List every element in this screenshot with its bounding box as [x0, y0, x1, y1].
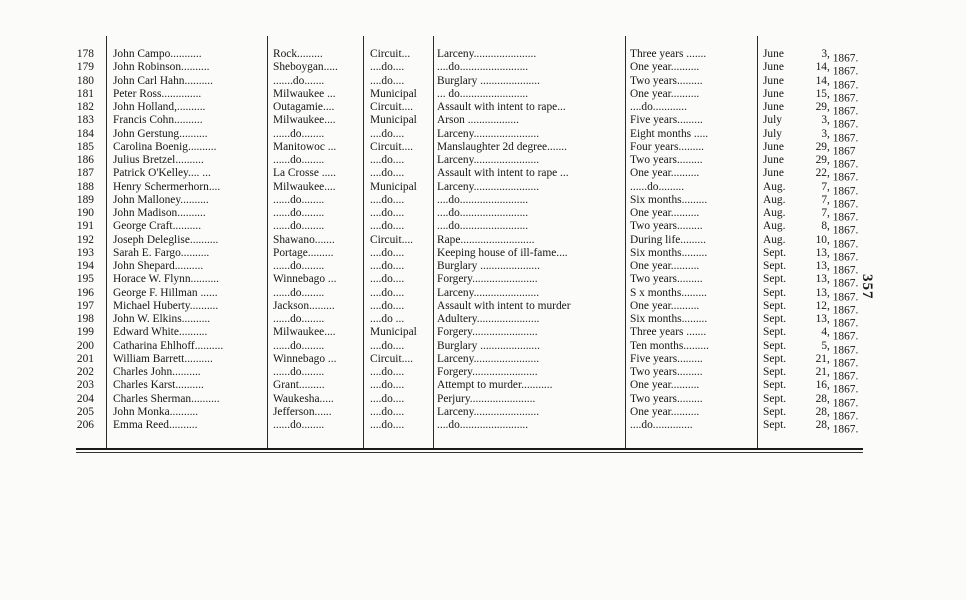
court: ....do.... [370, 286, 405, 299]
date-month: Sept. [763, 273, 787, 286]
row-number: 206 [76, 419, 94, 431]
county: Waukesha..... [273, 392, 334, 405]
court: Circuit... [370, 48, 411, 60]
date-day: 7, [821, 207, 830, 219]
convict-name: John Malloney.......... [113, 193, 209, 206]
table-row [68, 74, 863, 91]
crime: Assault with intent to murder [437, 299, 571, 312]
crime: Larceny....................... [437, 405, 540, 418]
table-row [68, 140, 863, 157]
date-day: 13, [815, 246, 830, 259]
court: ....do.... [370, 167, 405, 180]
date-day: 13, [815, 286, 830, 299]
row-number: 180 [76, 74, 94, 87]
court: ....do.... [370, 220, 405, 233]
crime: Forgery....................... [437, 273, 538, 286]
table-row [68, 326, 863, 343]
date-day: 29, [815, 101, 830, 113]
sentence-term: Two years......... [630, 366, 703, 378]
row-number: 189 [76, 193, 94, 206]
crime: Larceny....................... [437, 352, 540, 365]
convict-name: Patrick O'Kelley.... ... [113, 167, 211, 180]
sentence-term: Five years......... [630, 352, 703, 365]
row-number: 202 [76, 366, 94, 378]
date-month: June [763, 167, 784, 180]
convict-name: Horace W. Flynn.......... [113, 273, 219, 286]
date-year: 1867. [832, 184, 859, 197]
sentence-term: One year.......... [630, 167, 700, 180]
county: ......do........ [273, 339, 325, 352]
crime: Burglary ..................... [437, 74, 540, 87]
date-year: 1867. [832, 158, 859, 171]
court: ....do.... [370, 339, 405, 352]
sentence-term: One year.......... [630, 405, 700, 418]
date-month: Aug. [763, 193, 786, 206]
crime: ....do........................ [437, 419, 529, 431]
date-month: Sept. [763, 405, 787, 418]
row-number: 187 [76, 167, 94, 180]
sentence-term: Four years......... [630, 140, 705, 153]
sentence-term: One year.......... [630, 87, 700, 100]
sentence-term: Five years......... [630, 114, 703, 127]
convict-name: John W. Elkins.......... [113, 313, 211, 325]
crime: Rape.......................... [437, 233, 535, 246]
row-number: 204 [76, 392, 94, 405]
court: ....do.... [370, 207, 405, 219]
date-month: June [763, 87, 784, 100]
date-day: 7, [821, 180, 830, 193]
county: .......do....... [273, 74, 325, 87]
table-row [68, 101, 863, 118]
county: Milwaukee.... [273, 180, 336, 193]
date-day: 15, [815, 87, 830, 100]
sentence-date [763, 419, 863, 437]
county: ......do........ [273, 419, 325, 431]
convict-name: Charles Sherman.......... [113, 392, 220, 405]
date-month: June [763, 74, 784, 87]
county: Sheboygan..... [273, 61, 338, 74]
date-day: 28, [815, 392, 830, 405]
date-month: Sept. [763, 392, 787, 405]
county: Winnebago ... [273, 273, 337, 286]
date-day: 5, [821, 339, 830, 352]
table-row [68, 87, 863, 104]
date-year: 1867. [832, 290, 859, 303]
row-number: 196 [76, 286, 94, 299]
sentence-term: Ten months......... [630, 339, 709, 352]
date-year: 1867. [832, 131, 859, 144]
row-number: 194 [76, 260, 94, 272]
date-month: June [763, 61, 784, 74]
sentence-term: Six months......... [630, 246, 708, 259]
court: ....do.... [370, 273, 405, 286]
convict-name: Michael Huberty.......... [113, 299, 219, 312]
row-number: 195 [76, 273, 94, 286]
sentence-term: Two years......... [630, 392, 703, 405]
convict-name: John Monka.......... [113, 405, 199, 418]
date-day: 4, [821, 326, 830, 339]
row-number: 203 [76, 379, 94, 392]
table-row [68, 207, 863, 224]
date-day: 28, [815, 405, 830, 418]
convict-name: Catharina Ehlhoff.......... [113, 339, 224, 352]
date-day: 14, [815, 61, 830, 74]
date-year: 1867. [832, 237, 859, 250]
row-number: 192 [76, 233, 94, 246]
court: ....do.... [370, 74, 405, 87]
crime: ... do........................ [437, 87, 529, 100]
date-year: 1867. [832, 211, 859, 224]
sentence-term: One year.......... [630, 379, 700, 392]
court: Circuit.... [370, 140, 414, 153]
date-month: June [763, 48, 784, 60]
county: ......do........ [273, 193, 325, 206]
date-year: 1867. [832, 105, 859, 118]
date-year: 1867. [832, 423, 859, 436]
row-number: 186 [76, 154, 94, 166]
date-day: 21, [815, 366, 830, 378]
date-month: Sept. [763, 313, 787, 325]
court: ....do.... [370, 61, 405, 74]
convict-name: John Robinson.......... [113, 61, 210, 74]
table-row [68, 405, 863, 422]
date-month: Sept. [763, 326, 787, 339]
table-row [68, 167, 863, 184]
table-row [68, 114, 863, 131]
county: Milwaukee ... [273, 87, 336, 100]
county: Milwaukee.... [273, 326, 336, 339]
court: Municipal [370, 180, 417, 193]
sentence-term: Two years......... [630, 273, 703, 286]
county: Grant......... [273, 379, 325, 392]
court: Circuit.... [370, 352, 414, 365]
convict-name: Francis Cohn.......... [113, 114, 203, 127]
row-number: 190 [76, 207, 94, 219]
bottom-rule [76, 452, 863, 453]
court: ....do.... [370, 366, 405, 378]
sentence-term: ......do......... [630, 180, 685, 193]
sentence-term: Six months......... [630, 313, 708, 325]
date-day: 29, [815, 154, 830, 166]
crime: Larceny....................... [437, 286, 540, 299]
court: ....do.... [370, 299, 405, 312]
court: ....do.... [370, 405, 405, 418]
table-row [68, 286, 863, 303]
sentence-term: One year.......... [630, 260, 700, 272]
crime: ....do........................ [437, 193, 529, 206]
county: Shawano....... [273, 233, 335, 246]
sentence-term: ....do.............. [630, 419, 693, 431]
convict-name: Sarah E. Fargo.......... [113, 246, 210, 259]
row-number: 191 [76, 220, 94, 233]
table-row [68, 233, 863, 250]
date-year: 1867. [832, 357, 859, 369]
county: ......do........ [273, 313, 325, 325]
table-row [68, 154, 863, 171]
convict-name: Julius Bretzel.......... [113, 154, 204, 166]
date-month: Sept. [763, 260, 787, 272]
table-row [68, 313, 863, 330]
court: ....do.... [370, 392, 405, 405]
table-row [68, 379, 863, 396]
date-day: 12, [815, 299, 830, 312]
convict-name: Edward White.......... [113, 326, 208, 339]
sentence-term: S x months......... [630, 286, 707, 299]
date-year: 1867. [832, 251, 859, 263]
sentence-term: ....do............ [630, 101, 687, 113]
convict-name: Emma Reed.......... [113, 419, 198, 431]
court: Municipal [370, 326, 417, 339]
date-year: 1867. [832, 264, 859, 277]
date-month: July [763, 127, 782, 140]
date-year: 1867. [832, 171, 859, 184]
convict-name: John Gerstung.......... [113, 127, 208, 140]
table-row [68, 260, 863, 277]
date-day: 8, [821, 220, 830, 233]
convict-name: George F. Hillman ...... [113, 286, 218, 299]
table-row [68, 61, 863, 78]
court: ....do.... [370, 419, 405, 431]
county: Jefferson...... [273, 405, 332, 418]
date-month: Aug. [763, 233, 786, 246]
row-number: 184 [76, 127, 94, 140]
table-row [68, 246, 863, 263]
court: ....do.... [370, 193, 405, 206]
table-row [68, 220, 863, 237]
court: ....do.... [370, 379, 405, 392]
row-number: 200 [76, 339, 94, 352]
row-number: 205 [76, 405, 94, 418]
row-number: 197 [76, 299, 94, 312]
sentence-term: One year.......... [630, 207, 700, 219]
sentence-term: During life......... [630, 233, 706, 246]
sentence-term: Three years ....... [630, 48, 707, 60]
date-day: 28, [815, 419, 830, 431]
date-month: Aug. [763, 207, 786, 219]
row-number: 182 [76, 101, 94, 113]
date-month: Sept. [763, 379, 787, 392]
crime: Assault with intent to rape... [437, 101, 566, 113]
date-year: 1867. [832, 277, 859, 290]
county: La Crosse ..... [273, 167, 336, 180]
date-month: Sept. [763, 286, 787, 299]
table-row [68, 352, 863, 369]
table-row [68, 366, 863, 383]
sentence-term: Three years ....... [630, 326, 707, 339]
convict-name: John Carl Hahn.......... [113, 74, 213, 87]
convict-name: William Barrett.......... [113, 352, 213, 365]
date-month: June [763, 154, 784, 166]
date-month: June [763, 101, 784, 113]
date-day: 3, [821, 127, 830, 140]
date-year: 1867. [832, 317, 859, 330]
county: Rock......... [273, 48, 323, 60]
table-row [68, 339, 863, 356]
sentence-term: Two years......... [630, 220, 703, 233]
date-month: Aug. [763, 180, 786, 193]
convict-name: George Craft.......... [113, 220, 202, 233]
date-year: 1867. [832, 224, 859, 237]
date-year: 1867. [832, 410, 859, 422]
convict-name: Peter Ross.............. [113, 87, 202, 100]
date-year: 1867. [832, 304, 859, 316]
crime: Arson .................. [437, 114, 519, 127]
county: ......do........ [273, 366, 325, 378]
date-day: 14, [815, 74, 830, 87]
sentence-term: Six months......... [630, 193, 708, 206]
convict-name: Henry Schermerhorn.... [113, 180, 221, 193]
county: ......do........ [273, 260, 325, 272]
ledger-table [68, 36, 863, 452]
crime: Larceny...................... [437, 48, 537, 60]
crime: Burglary ..................... [437, 339, 540, 352]
crime: Perjury....................... [437, 392, 536, 405]
county: ......do........ [273, 286, 325, 299]
date-month: Aug. [763, 220, 786, 233]
date-month: Sept. [763, 299, 787, 312]
court: Municipal [370, 87, 417, 100]
date-year: 1867. [832, 118, 859, 131]
county: Outagamie.... [273, 101, 335, 113]
sentence-term: Eight months ..... [630, 127, 709, 140]
date-day: 7, [821, 193, 830, 206]
date-day: 3, [821, 114, 830, 127]
date-month: Sept. [763, 246, 787, 259]
sentence-term: One year.......... [630, 299, 700, 312]
row-number: 198 [76, 313, 94, 325]
table-row [68, 299, 863, 316]
crime: Larceny....................... [437, 127, 540, 140]
convict-name: Charles John.......... [113, 366, 201, 378]
crime: Adultery...................... [437, 313, 540, 325]
date-month: Sept. [763, 352, 787, 365]
row-number: 178 [76, 48, 94, 60]
date-day: 21, [815, 352, 830, 365]
row-number: 181 [76, 87, 94, 100]
court: ....do.... [370, 127, 405, 140]
date-year: 1867. [832, 198, 859, 210]
sentence-term: Two years......... [630, 74, 703, 87]
date-month: June [763, 140, 784, 153]
convict-name: John Shepard.......... [113, 260, 204, 272]
table-row [68, 180, 863, 197]
table-row [68, 273, 863, 290]
court: Circuit.... [370, 233, 414, 246]
date-day: 13, [815, 273, 830, 286]
county: Milwaukee.... [273, 114, 336, 127]
date-year: 1867. [832, 52, 859, 65]
convict-name: Joseph Deleglise.......... [113, 233, 219, 246]
convict-name: John Madison.......... [113, 207, 206, 219]
crime: Assault with intent to rape ... [437, 167, 569, 180]
sentence-term: One year.......... [630, 61, 700, 74]
date-year: 1867. [832, 92, 859, 104]
crime: Burglary ..................... [437, 260, 540, 272]
court: Circuit.... [370, 101, 414, 113]
crime: Larceny....................... [437, 180, 540, 193]
county: ......do........ [273, 127, 325, 140]
date-year: 1867. [832, 383, 859, 396]
bottom-rule [76, 448, 863, 450]
table-row [68, 419, 863, 436]
convict-name: Carolina Boenig.......... [113, 140, 217, 153]
court: ....do.... [370, 154, 405, 166]
crime: ....do........................ [437, 220, 529, 233]
court: ....do ... [370, 313, 405, 325]
table-row [68, 127, 863, 144]
date-year: 1867. [832, 65, 859, 78]
table-row [68, 392, 863, 409]
date-year: 1867. [832, 330, 859, 343]
row-number: 199 [76, 326, 94, 339]
date-month: Sept. [763, 419, 787, 431]
crime: Attempt to murder........... [437, 379, 553, 392]
county: ......do........ [273, 207, 325, 219]
date-month: Sept. [763, 339, 787, 352]
crime: Manslaughter 2d degree....... [437, 140, 568, 153]
date-day: 3, [821, 48, 830, 60]
date-year: 1867. [832, 78, 859, 91]
court: ....do.... [370, 260, 405, 272]
county: ......do........ [273, 220, 325, 233]
row-number: 188 [76, 180, 94, 193]
date-day: 29, [815, 140, 830, 153]
county: Winnebago ... [273, 352, 337, 365]
table-row [68, 48, 863, 65]
convict-name: Charles Karst.......... [113, 379, 204, 392]
crime: Keeping house of ill-fame.... [437, 246, 568, 259]
county: Portage......... [273, 246, 334, 259]
crime: Forgery....................... [437, 326, 538, 339]
date-month: July [763, 114, 782, 127]
county: ......do........ [273, 154, 325, 166]
date-day: 10, [815, 233, 830, 246]
date-month: Sept. [763, 366, 787, 378]
row-number: 185 [76, 140, 94, 153]
date-day: 22, [815, 167, 830, 180]
county: Jackson......... [273, 299, 335, 312]
date-year: 1867. [832, 370, 859, 383]
sentence-term: Two years......... [630, 154, 703, 166]
date-year: 1867. [832, 343, 859, 356]
date-year: 1867. [832, 396, 859, 409]
date-day: 13, [815, 260, 830, 272]
date-year: 1867 [832, 145, 856, 157]
crime: Forgery....................... [437, 366, 538, 378]
date-day: 16, [815, 379, 830, 392]
convict-name: John Holland,.......... [113, 101, 206, 113]
page-number: 357 [859, 274, 875, 300]
date-day: 13, [815, 313, 830, 325]
crime: ....do........................ [437, 207, 529, 219]
table-rows [68, 48, 863, 436]
row-number: 193 [76, 246, 94, 259]
court: ....do.... [370, 246, 405, 259]
row-number: 179 [76, 61, 94, 74]
convict-name: John Campo........... [113, 48, 202, 60]
crime: ....do........................ [437, 61, 529, 74]
court: Municipal [370, 114, 417, 127]
county: Manitowoc ... [273, 140, 337, 153]
crime: Larceny....................... [437, 154, 540, 166]
row-number: 201 [76, 352, 94, 365]
row-number: 183 [76, 114, 94, 127]
table-row [68, 193, 863, 210]
